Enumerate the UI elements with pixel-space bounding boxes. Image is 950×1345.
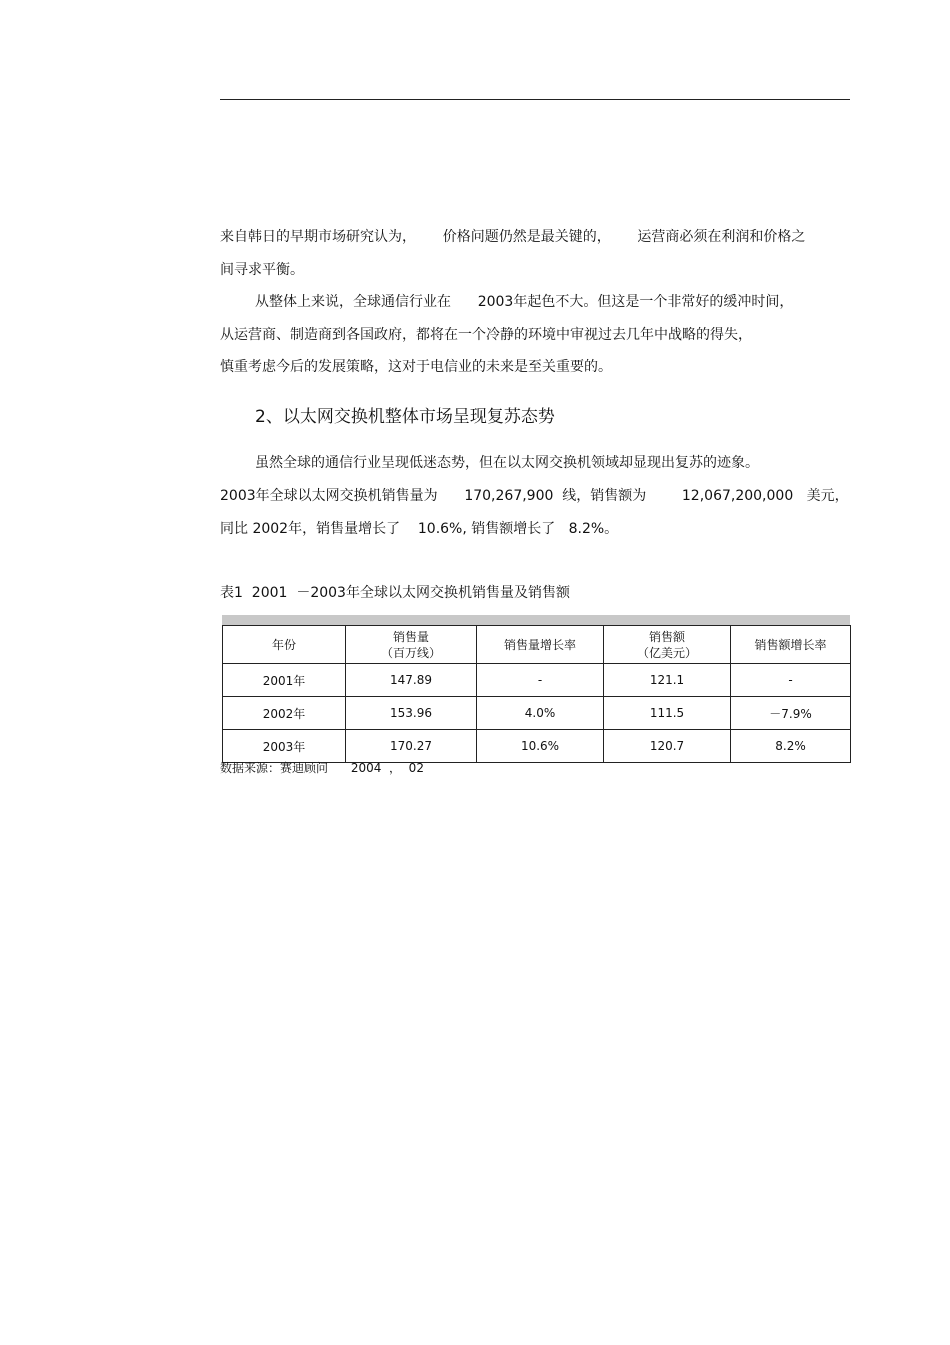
paragraph-1-line-1: 来自韩日的早期市场研究认为， 价格问题仍然是最关键的， 运营商必须在利润和价格之: [220, 229, 806, 245]
paragraph-2-line-1: 从整体上来说，全球通信行业在 2003年起色不大。但这是一个非常好的缓冲时间，: [255, 294, 794, 310]
cell-volume: 170.27: [346, 730, 477, 763]
paragraph-3-line-1: 虽然全球的通信行业呈现低迷态势，但在以太网交换机领域却显现出复苏的迹象。: [255, 455, 759, 471]
cell-volume-growth: 10.6%: [477, 730, 604, 763]
header-year: 年份: [223, 626, 346, 664]
cell-amount-growth: －7.9%: [731, 697, 851, 730]
table-row: [223, 664, 851, 697]
table-row: [223, 697, 851, 730]
header-amount-growth: 销售额增长率: [731, 626, 851, 664]
table-header-row: [223, 626, 851, 664]
cell-amount: 111.5: [604, 697, 731, 730]
section-heading: 2、以太网交换机整体市场呈现复苏态势: [255, 407, 555, 427]
paragraph-1-line-2: 间寻求平衡。: [220, 262, 304, 278]
header-sales-amount: 销售额 （亿美元）: [604, 626, 731, 664]
paragraph-3-line-3: 同比 2002年，销售量增长了 10.6%, 销售额增长了 8.2%。: [220, 521, 619, 537]
paragraph-2-line-3: 慎重考虑今后的发展策略，这对于电信业的未来是至关重要的。: [220, 359, 612, 375]
paragraph-3-line-2: 2003年全球以太网交换机销售量为 170,267,900 线，销售额为 12,067,200,000 美元，: [220, 488, 849, 504]
table-top-band: [222, 615, 850, 625]
cell-amount: 120.7: [604, 730, 731, 763]
header-rule: [220, 99, 850, 100]
header-sales-volume: 销售量 （百万线）: [346, 626, 477, 664]
cell-amount-growth: 8.2%: [731, 730, 851, 763]
cell-year: 2001年: [223, 664, 346, 697]
cell-volume: 153.96: [346, 697, 477, 730]
cell-amount: 121.1: [604, 664, 731, 697]
table-row: [223, 730, 851, 763]
table-source-note: 数据来源：赛迪顾问 2004 ， 02: [220, 761, 424, 775]
sales-table: [222, 625, 851, 763]
cell-volume: 147.89: [346, 664, 477, 697]
cell-volume-growth: -: [477, 664, 604, 697]
table-caption: 表1 2001 －2003年全球以太网交换机销售量及销售额: [220, 585, 570, 601]
cell-volume-growth: 4.0%: [477, 697, 604, 730]
paragraph-2-line-2: 从运营商、制造商到各国政府，都将在一个冷静的环境中审视过去几年中战略的得失，: [220, 327, 752, 343]
cell-year: 2003年: [223, 730, 346, 763]
cell-amount-growth: -: [731, 664, 851, 697]
header-volume-growth: 销售量增长率: [477, 626, 604, 664]
cell-year: 2002年: [223, 697, 346, 730]
